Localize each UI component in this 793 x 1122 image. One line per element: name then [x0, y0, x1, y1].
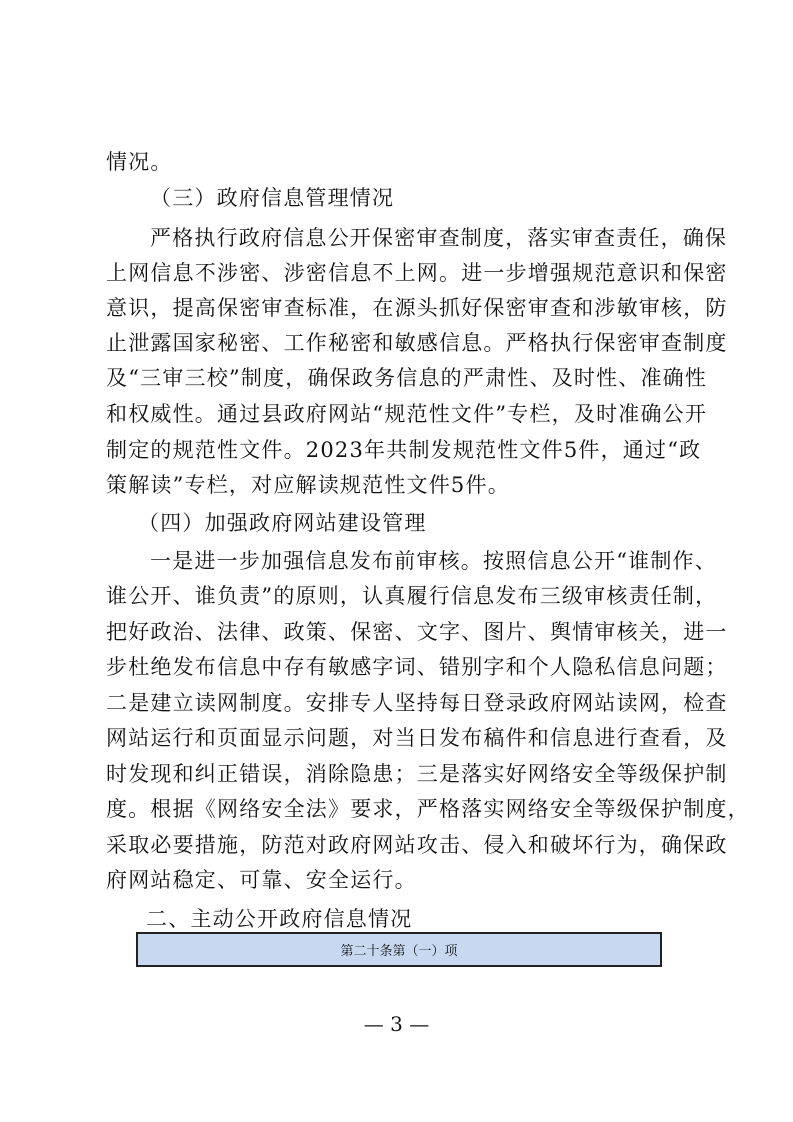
section-heading-3: （三）政府信息管理情况	[150, 186, 395, 210]
text-line: 策解读”专栏，对应解读规范性文件5件。	[106, 473, 510, 497]
table-header	[136, 932, 662, 967]
text-line: 二是建立读网制度。安排专人坚持每日登录政府网站读网，检查	[106, 691, 728, 715]
text-line: 谁公开、谁负责”的原则，认真履行信息发布三级审核责任制，	[106, 584, 718, 608]
text-line: 把好政治、法律、政策、保密、文字、图片、舆情审核关，进一	[106, 620, 728, 644]
text-line: 时发现和纠正错误，消除隐患；三是落实好网络安全等级保护制	[106, 762, 728, 786]
section-heading-2: 二、主动公开政府信息情况	[146, 907, 413, 931]
text-line: 严格执行政府信息公开保密审查制度，落实审查责任，确保	[150, 226, 728, 250]
text-line: 度。根据《网络安全法》要求，严格落实网络安全等级保护制度，	[106, 797, 750, 821]
text-line: 步杜绝发布信息中存有敏感字词、错别字和个人隐私信息问题；	[106, 655, 728, 679]
text-line: 止泄露国家秘密、工作秘密和敏感信息。严格执行保密审查制度	[106, 331, 728, 355]
text-line: 及“三审三校”制度，确保政务信息的严肃性、及时性、准确性	[106, 366, 708, 390]
text-line: 一是进一步加强信息发布前审核。按照信息公开“谁制作、	[150, 549, 717, 573]
text-line: 和权威性。通过县政府网站“规范性文件”专栏，及时准确公开	[106, 402, 708, 426]
text-line: 意识，提高保密审查标准，在源头抓好保密审查和涉敏审核，防	[106, 296, 728, 320]
section-heading-4: （四）加强政府网站建设管理	[138, 511, 427, 535]
text-line: 情况。	[106, 150, 173, 174]
text-line: 上网信息不涉密、涉密信息不上网。进一步增强规范意识和保密	[106, 261, 728, 285]
table-header-label: 第二十条第（一）项	[340, 944, 458, 959]
text-line: 制定的规范性文件。2023年共制发规范性文件5件，通过“政	[106, 438, 702, 462]
text-line: 网站运行和页面显示问题，对当日发布稿件和信息进行查看，及	[106, 726, 728, 750]
text-line: 采取必要措施，防范对政府网站攻击、侵入和破坏行为，确保政	[106, 833, 728, 857]
page-number: — 3 —	[363, 1012, 430, 1036]
text-line: 府网站稳定、可靠、安全运行。	[106, 868, 417, 892]
